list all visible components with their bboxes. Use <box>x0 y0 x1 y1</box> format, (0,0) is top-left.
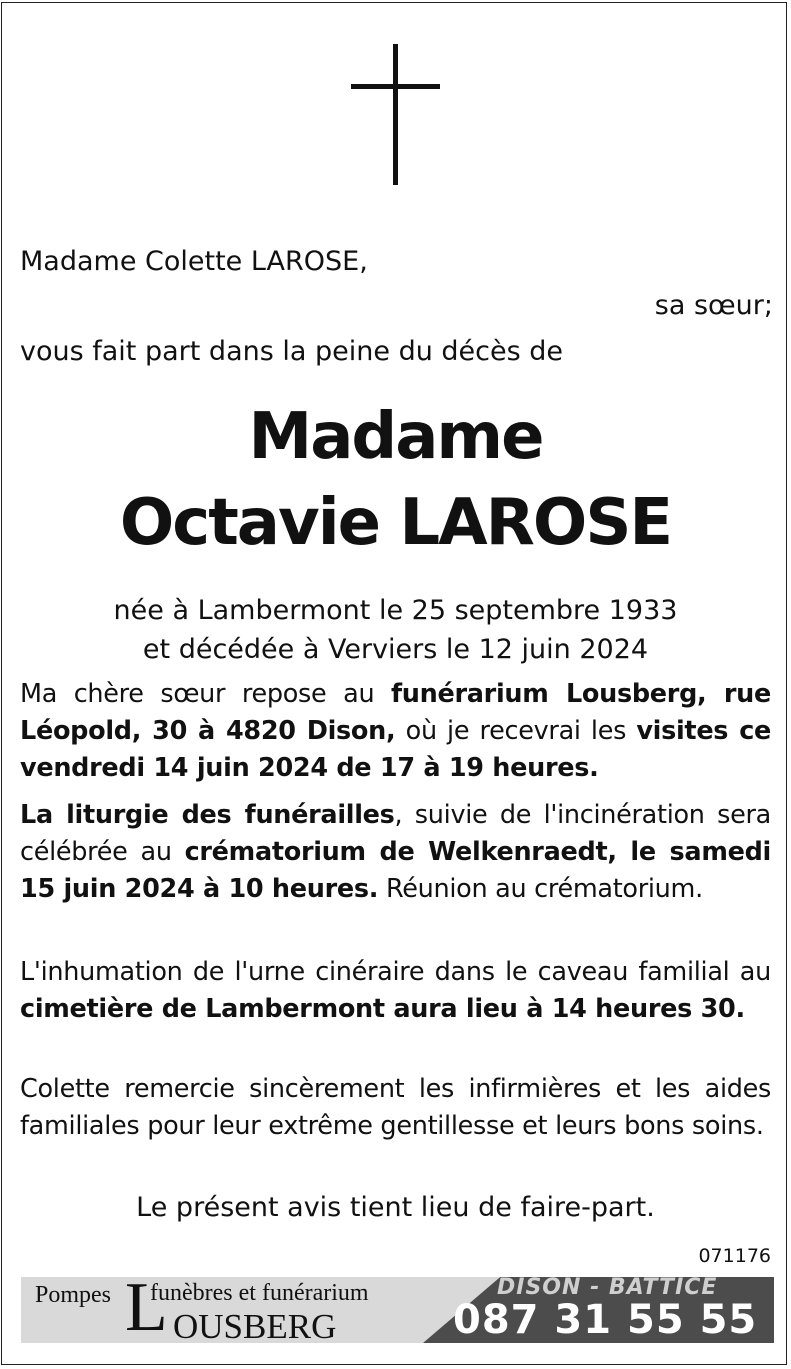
birth-info: née à Lambermont le 25 septembre 1933 <box>113 595 678 626</box>
announcer-name: Madame Colette LAROSE, <box>20 246 368 277</box>
deceased-title: Madame <box>248 400 543 474</box>
bold-text-segment: La liturgie des funérailles <box>20 800 395 830</box>
reference-number: 071176 <box>698 1245 771 1267</box>
brand-initial: L <box>125 1277 168 1343</box>
visitation-paragraph <box>20 676 771 787</box>
text-segment: Ma chère sœur repose au <box>20 679 391 709</box>
banner-phone: 087 31 55 55 <box>453 1297 758 1343</box>
funeral-paragraph <box>20 797 771 908</box>
banner-pompes: Pompes <box>35 1282 112 1308</box>
text-segment: , suivie de l'incinération sera célébrée au <box>20 800 771 867</box>
text-segment: Réunion au crématorium. <box>378 874 703 904</box>
death-info: et décédée à Verviers le 12 juin 2024 <box>142 634 649 665</box>
text-segment: L'inhumation de l'urne cinéraire dans le caveau familial au <box>20 957 771 987</box>
announcer-relation: sa sœur; <box>654 290 773 321</box>
bold-text-segment: visites ce vendredi 14 juin 2024 de 17 à 19 heures. <box>20 716 772 783</box>
funeral-home-banner <box>21 1277 774 1343</box>
text-segment: Colette remercie sincèrement les infirmières et les aides familiales pour leur extrême gentillesse et leurs bons soins. <box>20 1074 771 1141</box>
banner-city: DISON - BATTICE <box>497 1277 718 1300</box>
bold-text-segment: crématorium de Welkenraedt, le samedi 15 juin 2024 à 10 heures. <box>20 837 771 904</box>
bold-text-segment: funérarium Lousberg, rue Léopold, 30 à 4820 Dison, <box>20 679 771 746</box>
closing-note: Le présent avis tient lieu de faire-part. <box>136 1192 655 1223</box>
deceased-name: Octavie LAROSE <box>119 486 672 560</box>
bold-text-segment: cimetière de Lambermont aura lieu à 14 heures 30. <box>20 994 745 1024</box>
thanks-paragraph <box>20 1071 771 1145</box>
burial-paragraph <box>20 954 771 1028</box>
banner-funebres: funèbres et funérarium <box>150 1280 369 1306</box>
brand-name: OUSBERG <box>173 1307 337 1343</box>
text-segment: où je recevrai les <box>395 716 637 746</box>
announcer-intro: vous fait part dans la peine du décès de <box>20 336 564 367</box>
